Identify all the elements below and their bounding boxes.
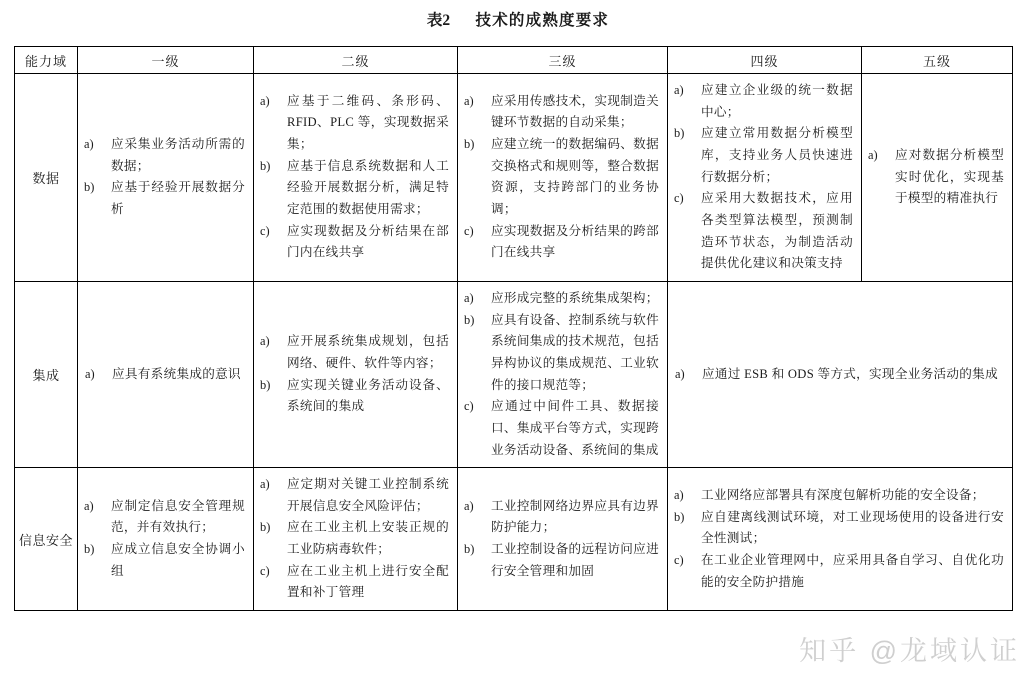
requirement-list: [458, 490, 667, 589]
requirement-text: 应通过中间件工具、数据接口、集成平台等方式，实现跨业务活动设备、系统间的集成: [491, 399, 659, 457]
requirement-text: 应基于信息系统数据和人工经验开展数据分析，满足特定范围的数据使用需求；: [287, 158, 449, 217]
requirement-list: [668, 360, 1012, 390]
requirement-item: [464, 539, 660, 582]
requirement-text: 工业控制网络边界应具有边界防护能力；: [491, 498, 659, 535]
requirement-item: [84, 539, 246, 582]
requirement-text: 应建立常用数据分析模型库，支持业务人员快速进行数据分析；: [701, 126, 853, 184]
requirement-item: [260, 561, 450, 604]
table-number: 表2: [426, 12, 451, 29]
requirement-item: [674, 123, 854, 188]
requirement-marker: c): [464, 399, 474, 414]
requirement-marker: b): [674, 126, 685, 141]
requirement-marker: a): [674, 83, 684, 97]
requirement-text: 应具有设备、控制系统与软件系统间集成的技术规范，包括异构协议的集成规范、工业软件的接口规范等；: [491, 312, 659, 392]
requirement-list: [668, 479, 1012, 599]
requirement-marker: a): [868, 147, 878, 162]
cell-data-level-4: [668, 74, 862, 282]
requirement-item: [260, 331, 450, 374]
cell-data-level-2: [254, 74, 458, 282]
column-header-level-1: 一级: [78, 47, 254, 74]
page-title: [0, 8, 1036, 30]
requirement-text: 应对数据分析模型实时优化，实现基于模型的精准执行: [895, 147, 1004, 206]
requirement-item: [260, 474, 450, 517]
requirement-text: 应在工业主机上安装正规的工业防病毒软件；: [287, 520, 449, 557]
requirement-list: [78, 128, 253, 227]
requirement-text: 应采用大数据技术，应用各类型算法模型，预测制造环节状态，为制造活动提供优化建议和决策支持: [701, 191, 853, 271]
requirement-list: [862, 139, 1012, 216]
requirement-list: [254, 325, 457, 424]
requirement-list: [78, 360, 253, 390]
cell-integration-level-2: [254, 281, 458, 467]
requirement-item: [464, 288, 660, 310]
requirement-text: 应开展系统集成规划，包括网络、硬件、软件等内容；: [287, 334, 449, 370]
table-row: [15, 281, 1013, 467]
requirement-marker: b): [464, 542, 475, 557]
requirement-marker: b): [260, 377, 271, 392]
requirement-text: 工业控制设备的远程访问应进行安全管理和加固: [491, 542, 659, 578]
cell-infosec-level-3: [458, 468, 668, 611]
table-body: [15, 74, 1013, 611]
requirement-item: [464, 496, 660, 539]
capability-domain-integration: 集成: [15, 281, 78, 467]
table-title-text: 技术的成熟度要求: [475, 12, 610, 29]
requirement-item: [260, 156, 450, 221]
requirement-marker: a): [260, 477, 270, 492]
requirement-list: [78, 490, 253, 589]
table-header-row: [15, 47, 1013, 74]
requirement-marker: b): [84, 542, 95, 557]
requirement-item: [674, 188, 854, 275]
requirement-list: [458, 85, 667, 270]
requirement-marker: a): [260, 93, 270, 108]
requirement-marker: a): [464, 290, 474, 305]
capability-domain-data: 数据: [15, 74, 78, 282]
requirement-list: [254, 85, 457, 270]
requirement-marker: c): [674, 191, 684, 206]
requirement-text: 应建立统一的数据编码、数据交换格式和规则等，整合数据资源，支持跨部门的业务协调；: [491, 137, 659, 217]
cell-infosec-level-1: [78, 468, 254, 611]
requirement-marker: a): [464, 93, 474, 108]
column-header-level-4: 四级: [668, 47, 862, 74]
requirement-marker: c): [260, 223, 270, 238]
requirement-text: 应采集业务活动所需的数据；: [111, 137, 245, 173]
requirement-marker: a): [260, 334, 270, 349]
requirement-text: 应在工业主机上进行安全配置和补丁管理: [287, 563, 449, 600]
cell-data-level-3: [458, 74, 668, 282]
requirement-item: [464, 221, 660, 264]
cell-integration-level-3: [458, 281, 668, 467]
requirement-text: 应具有系统集成的意识: [112, 366, 241, 381]
cell-data-level-1: [78, 74, 254, 282]
requirement-marker: a): [464, 498, 474, 513]
requirement-marker: a): [675, 366, 685, 381]
requirement-text: 应实现数据及分析结果的跨部门在线共享: [491, 223, 659, 260]
requirement-marker: c): [260, 563, 270, 578]
requirement-item: [674, 485, 1005, 507]
table-row: [15, 74, 1013, 282]
requirement-text: 应实现关键业务活动设备、系统间的集成: [287, 377, 449, 414]
requirement-marker: c): [464, 223, 474, 238]
cell-data-level-5: [862, 74, 1013, 282]
requirement-marker: a): [84, 137, 94, 152]
requirement-item: [674, 550, 1005, 593]
requirement-item: [674, 80, 854, 123]
requirement-item: [675, 364, 1005, 386]
requirement-text: 应建立企业级的统一数据中心；: [701, 83, 853, 119]
requirement-text: 应采用传感技术，实现制造关键环节数据的自动采集；: [491, 93, 659, 130]
cell-integration-level-4-5: [668, 281, 1013, 467]
requirement-marker: b): [84, 180, 95, 195]
requirement-item: [84, 134, 246, 177]
requirement-marker: b): [464, 137, 475, 152]
capability-domain-information-security: 信息安全: [15, 468, 78, 611]
requirement-item: [464, 91, 660, 134]
requirement-marker: c): [674, 552, 684, 567]
maturity-requirements-table: [14, 46, 1013, 611]
requirement-item: [260, 221, 450, 264]
requirement-text: 应制定信息安全管理规范，并有效执行；: [111, 498, 245, 535]
table-row: [15, 468, 1013, 611]
requirement-item: [85, 364, 246, 386]
requirement-marker: b): [674, 509, 685, 524]
requirement-item: [260, 517, 450, 560]
requirement-text: 应基于经验开展数据分析: [111, 180, 245, 217]
requirement-item: [868, 145, 1005, 210]
requirement-text: 在工业企业管理网中，应采用具备自学习、自优化功能的安全防护措施: [701, 552, 1004, 589]
column-header-level-3: 三级: [458, 47, 668, 74]
requirement-marker: b): [260, 158, 271, 173]
requirement-list: [458, 282, 667, 467]
requirement-item: [84, 496, 246, 539]
requirement-item: [464, 396, 660, 461]
requirement-marker: b): [464, 312, 475, 327]
requirement-item: [84, 177, 246, 220]
requirement-item: [464, 310, 660, 397]
requirement-text: 工业网络应部署具有深度包解析功能的安全设备；: [701, 487, 985, 502]
column-header-level-5: 五级: [862, 47, 1013, 74]
column-header-level-2: 二级: [254, 47, 458, 74]
requirement-text: 应自建离线测试环境，对工业现场使用的设备进行安全性测试；: [701, 509, 1004, 546]
cell-integration-level-1: [78, 281, 254, 467]
requirement-marker: b): [260, 520, 271, 535]
requirement-text: 应基于二维码、条形码、RFID、PLC 等，实现数据采集；: [287, 93, 449, 152]
requirement-list: [668, 74, 861, 281]
requirement-text: 应定期对关键工业控制系统开展信息安全风险评估；: [287, 477, 449, 513]
column-header-capability-domain: 能力域: [15, 47, 78, 74]
requirement-item: [260, 91, 450, 156]
table-header: [15, 47, 1013, 74]
requirement-text: 应实现数据及分析结果在部门内在线共享: [287, 223, 449, 260]
cell-infosec-level-4-5: [668, 468, 1013, 611]
cell-infosec-level-2: [254, 468, 458, 611]
requirement-list: [254, 468, 457, 610]
requirement-marker: a): [85, 366, 95, 381]
requirement-text: 应形成完整的系统集成架构；: [491, 290, 659, 305]
requirement-item: [674, 507, 1005, 550]
requirement-item: [464, 134, 660, 221]
site-watermark: 知乎 @龙域认证: [799, 636, 1020, 666]
requirement-marker: a): [674, 487, 684, 502]
requirement-item: [260, 375, 450, 418]
requirement-text: 应通过 ESB 和 ODS 等方式，实现全业务活动的集成: [702, 366, 998, 381]
requirement-text: 应成立信息安全协调小组: [111, 542, 245, 578]
requirement-marker: a): [84, 498, 94, 513]
